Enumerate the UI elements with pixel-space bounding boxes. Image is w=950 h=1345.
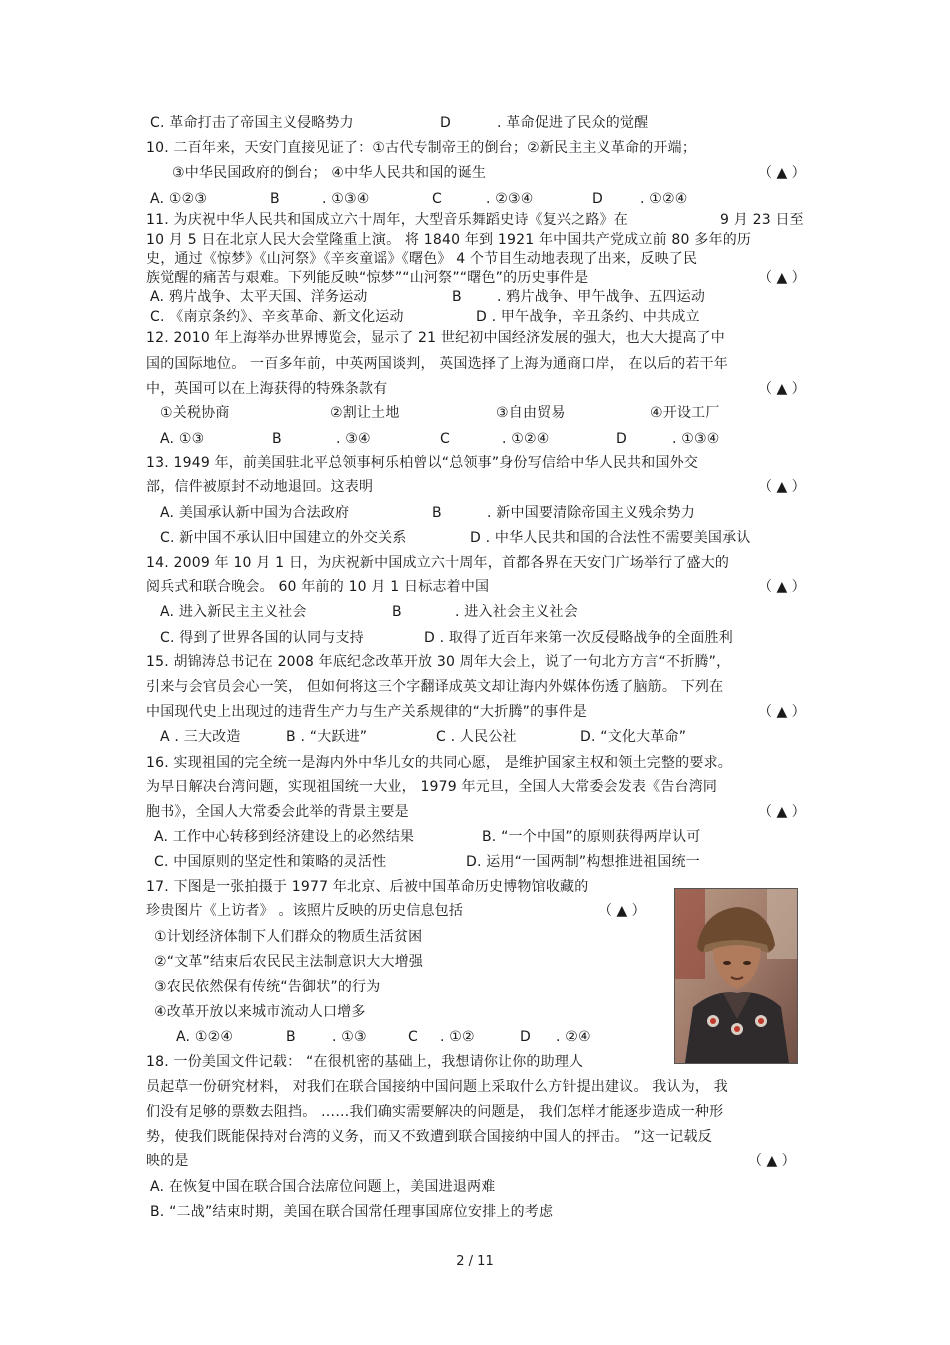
text-line: D . 中华人民共和国的合法性不需要美国承认 [470, 530, 751, 546]
answer-mark: （ ▲ ） [758, 704, 806, 720]
text-line: C [432, 191, 442, 207]
text-line: 18. 一份美国文件记载： “在很机密的基础上，我想请你让你的助理人 [146, 1054, 584, 1070]
text-line: B . “大跃进” [286, 729, 368, 745]
text-line: . 鸦片战争、甲午战争、五四运动 [497, 289, 706, 305]
text-line: B. “二战”结束时期，美国在联合国常任理事国席位安排上的考虑 [150, 1204, 554, 1220]
text-line: . 革命促进了民众的觉醒 [497, 115, 649, 131]
text-line: C [440, 431, 450, 447]
text-line: . ③④ [336, 431, 371, 447]
text-line: 们没有足够的票数去阻挡。 ……我们确实需要解决的问题是， 我们怎样才能逐步造成一种形 [146, 1104, 724, 1120]
text-line: 史，通过《惊梦》《山河祭》《辛亥童谣》《曙色》 4 个节目生动地表现了出来，反映了民 [146, 251, 698, 267]
text-line: C. 中国原则的坚定性和策略的灵活性 [154, 854, 387, 870]
text-line: A. 鸦片战争、太平天国、洋务运动 [150, 289, 368, 305]
text-line: A. 美国承认新中国为合法政府 [160, 505, 350, 521]
text-line: A. ①②③ [150, 191, 208, 207]
text-line: 中，英国可以在上海获得的特殊条款有 [146, 381, 388, 397]
text-line: C. 得到了世界各国的认同与支持 [160, 630, 364, 646]
answer-mark: （ ▲ ） [758, 270, 806, 286]
text-line: 胞书》，全国人大常委会此举的背景主要是 [146, 804, 409, 820]
text-line: ③农民依然保有传统“告御状”的行为 [154, 979, 381, 995]
answer-mark: （ ▲ ） [758, 381, 806, 397]
text-line: A . 三大改造 [160, 729, 241, 745]
text-line: . ①③ [332, 1029, 367, 1045]
answer-mark: （ ▲ ） [758, 804, 806, 820]
answer-mark: （ ▲ ） [758, 479, 806, 495]
text-line: . 新中国要清除帝国主义残余势力 [487, 505, 696, 521]
answer-mark: （ ▲ ） [758, 165, 806, 181]
text-line: A. ①③ [160, 431, 205, 447]
text-line: ②“文革”结束后农民民主法制意识大大增强 [154, 954, 424, 970]
text-line: D . 取得了近百年来第一次反侵略战争的全面胜利 [424, 630, 733, 646]
text-line: A. ①②④ [176, 1029, 234, 1045]
text-line: A. 工作中心转移到经济建设上的必然结果 [154, 829, 415, 845]
text-line: 10 月 5 日在北京人民大会堂隆重上演。 将 1840 年到 1921 年中国共产党成立前 80 多年的历 [146, 232, 752, 248]
text-line: B [432, 505, 442, 521]
text-line: 映的是 [146, 1153, 189, 1169]
text-line: B [392, 604, 402, 620]
text-line: ④开设工厂 [650, 405, 720, 421]
text-line: 阅兵式和联合晚会。 60 年前的 10 月 1 日标志着中国 [146, 579, 490, 595]
text-line: 族觉醒的痛苦与艰难。下列能反映“惊梦”“山河祭”“曙色”的历史事件是 [146, 270, 589, 286]
text-line: A. 在恢复中国在联合国合法席位问题上，美国进退两难 [150, 1179, 496, 1195]
text-line: . ①③④ [672, 431, 720, 447]
text-line: A. 进入新民主主义社会 [160, 604, 307, 620]
text-line: 部，信件被原封不动地退回。这表明 [146, 479, 374, 495]
text-line: 为早日解决台湾问题，实现祖国统一大业， 1979 年元旦，全国人大常委会发表《告台湾同 [146, 779, 718, 795]
text-line: ①计划经济体制下人们群众的物质生活贫困 [154, 929, 423, 945]
answer-mark: （ ▲ ） [758, 579, 806, 595]
text-line: ③自由贸易 [496, 405, 566, 421]
text-line: B [272, 431, 282, 447]
text-line: 珍贵图片《上访者》 。该照片反映的历史信息包括 [146, 903, 464, 919]
text-line: . ①②④ [640, 191, 688, 207]
text-line: 势，使我们既能保持对台湾的义务，而又不致遭到联合国接纳中国人的抨击。 ”这一记载反 [146, 1129, 712, 1145]
text-line: . ②④ [556, 1029, 591, 1045]
text-line: D [440, 115, 451, 131]
text-line: C. 革命打击了帝国主义侵略势力 [150, 115, 354, 131]
text-line: 11. 为庆祝中华人民共和国成立六十周年，大型音乐舞蹈史诗《复兴之路》在 [146, 212, 628, 228]
text-line: 13. 1949 年，前美国驻北平总领事柯乐柏曾以“总领事”身份写信给中华人民共和国外交 [146, 455, 699, 471]
page-number: 2 / 11 [456, 1254, 494, 1269]
text-line: . ①② [440, 1029, 475, 1045]
text-line: . ②③④ [486, 191, 534, 207]
text-line: C . 人民公社 [436, 729, 517, 745]
text-line: ①关税协商 [160, 405, 230, 421]
text-line: 17. 下图是一张拍摄于 1977 年北京、后被中国革命历史博物馆收藏的 [146, 879, 589, 895]
text-line: B [286, 1029, 296, 1045]
text-line: 引来与会官员会心一笑， 但如何将这三个字翻译成英文却让海内外媒体伤透了脑筋。 下列在 [146, 679, 724, 695]
text-line: D. 运用“一国两制”构想推进祖国统一 [466, 854, 700, 870]
text-line: . ①②④ [502, 431, 550, 447]
text-line: 员起草一份研究材料， 对我们在联合国接纳中国问题上采取什么方针提出建议。 我认为， 我 [146, 1079, 728, 1095]
answer-mark: （ ▲ ） [748, 1153, 796, 1169]
text-line: ④改革开放以来城市流动人口增多 [154, 1004, 366, 1020]
text-line: 9 月 23 日至 [720, 212, 804, 228]
text-line: ③中华民国政府的倒台； ④中华人民共和国的诞生 [172, 165, 487, 181]
text-line: . ①③④ [322, 191, 370, 207]
text-line: C. 新中国不承认旧中国建立的外交关系 [160, 530, 407, 546]
text-line: D . 甲午战争，辛丑条约、中共成立 [476, 309, 700, 325]
text-line: D [520, 1029, 531, 1045]
petitioner-photo [674, 888, 798, 1064]
text-line: D [592, 191, 603, 207]
text-line: D [616, 431, 627, 447]
text-line: 16. 实现祖国的完全统一是海内外中华儿女的共同心愿， 是维护国家主权和领土完整的要求。 [146, 755, 732, 771]
text-line: D. “文化大革命” [580, 729, 687, 745]
text-line: 中国现代史上出现过的违背生产力与生产关系规律的“大折腾”的事件是 [146, 704, 587, 720]
text-line: 12. 2010 年上海举办世界博览会，显示了 21 世纪初中国经济发展的强大，也大大提高了中 [146, 330, 725, 346]
text-line: . 进入社会主义社会 [455, 604, 578, 620]
text-line: B [270, 191, 280, 207]
text-line: 14. 2009 年 10 月 1 日，为庆祝新中国成立六十周年，首都各界在天安门广场举行了盛大的 [146, 555, 730, 571]
text-line: 15. 胡锦涛总书记在 2008 年底纪念改革开放 30 周年大会上，说了一句北方方言“不折腾”， [146, 654, 731, 670]
answer-mark: （ ▲ ） [598, 903, 646, 919]
text-line: 10. 二百年来，天安门直接见证了：①古代专制帝王的倒台；②新民主主义革命的开端； [146, 140, 697, 156]
text-line: B. “一个中国”的原则获得两岸认可 [482, 829, 701, 845]
text-line: B [452, 289, 462, 305]
text-line: 国的国际地位。 一百多年前，中英两国谈判， 英国选择了上海为通商口岸， 在以后的若干年 [146, 356, 728, 372]
text-line: C [408, 1029, 418, 1045]
text-line: ②割让土地 [330, 405, 400, 421]
petitioner-photo-image [675, 889, 797, 1063]
text-line: C. 《南京条约》、辛亥革命、新文化运动 [150, 309, 404, 325]
